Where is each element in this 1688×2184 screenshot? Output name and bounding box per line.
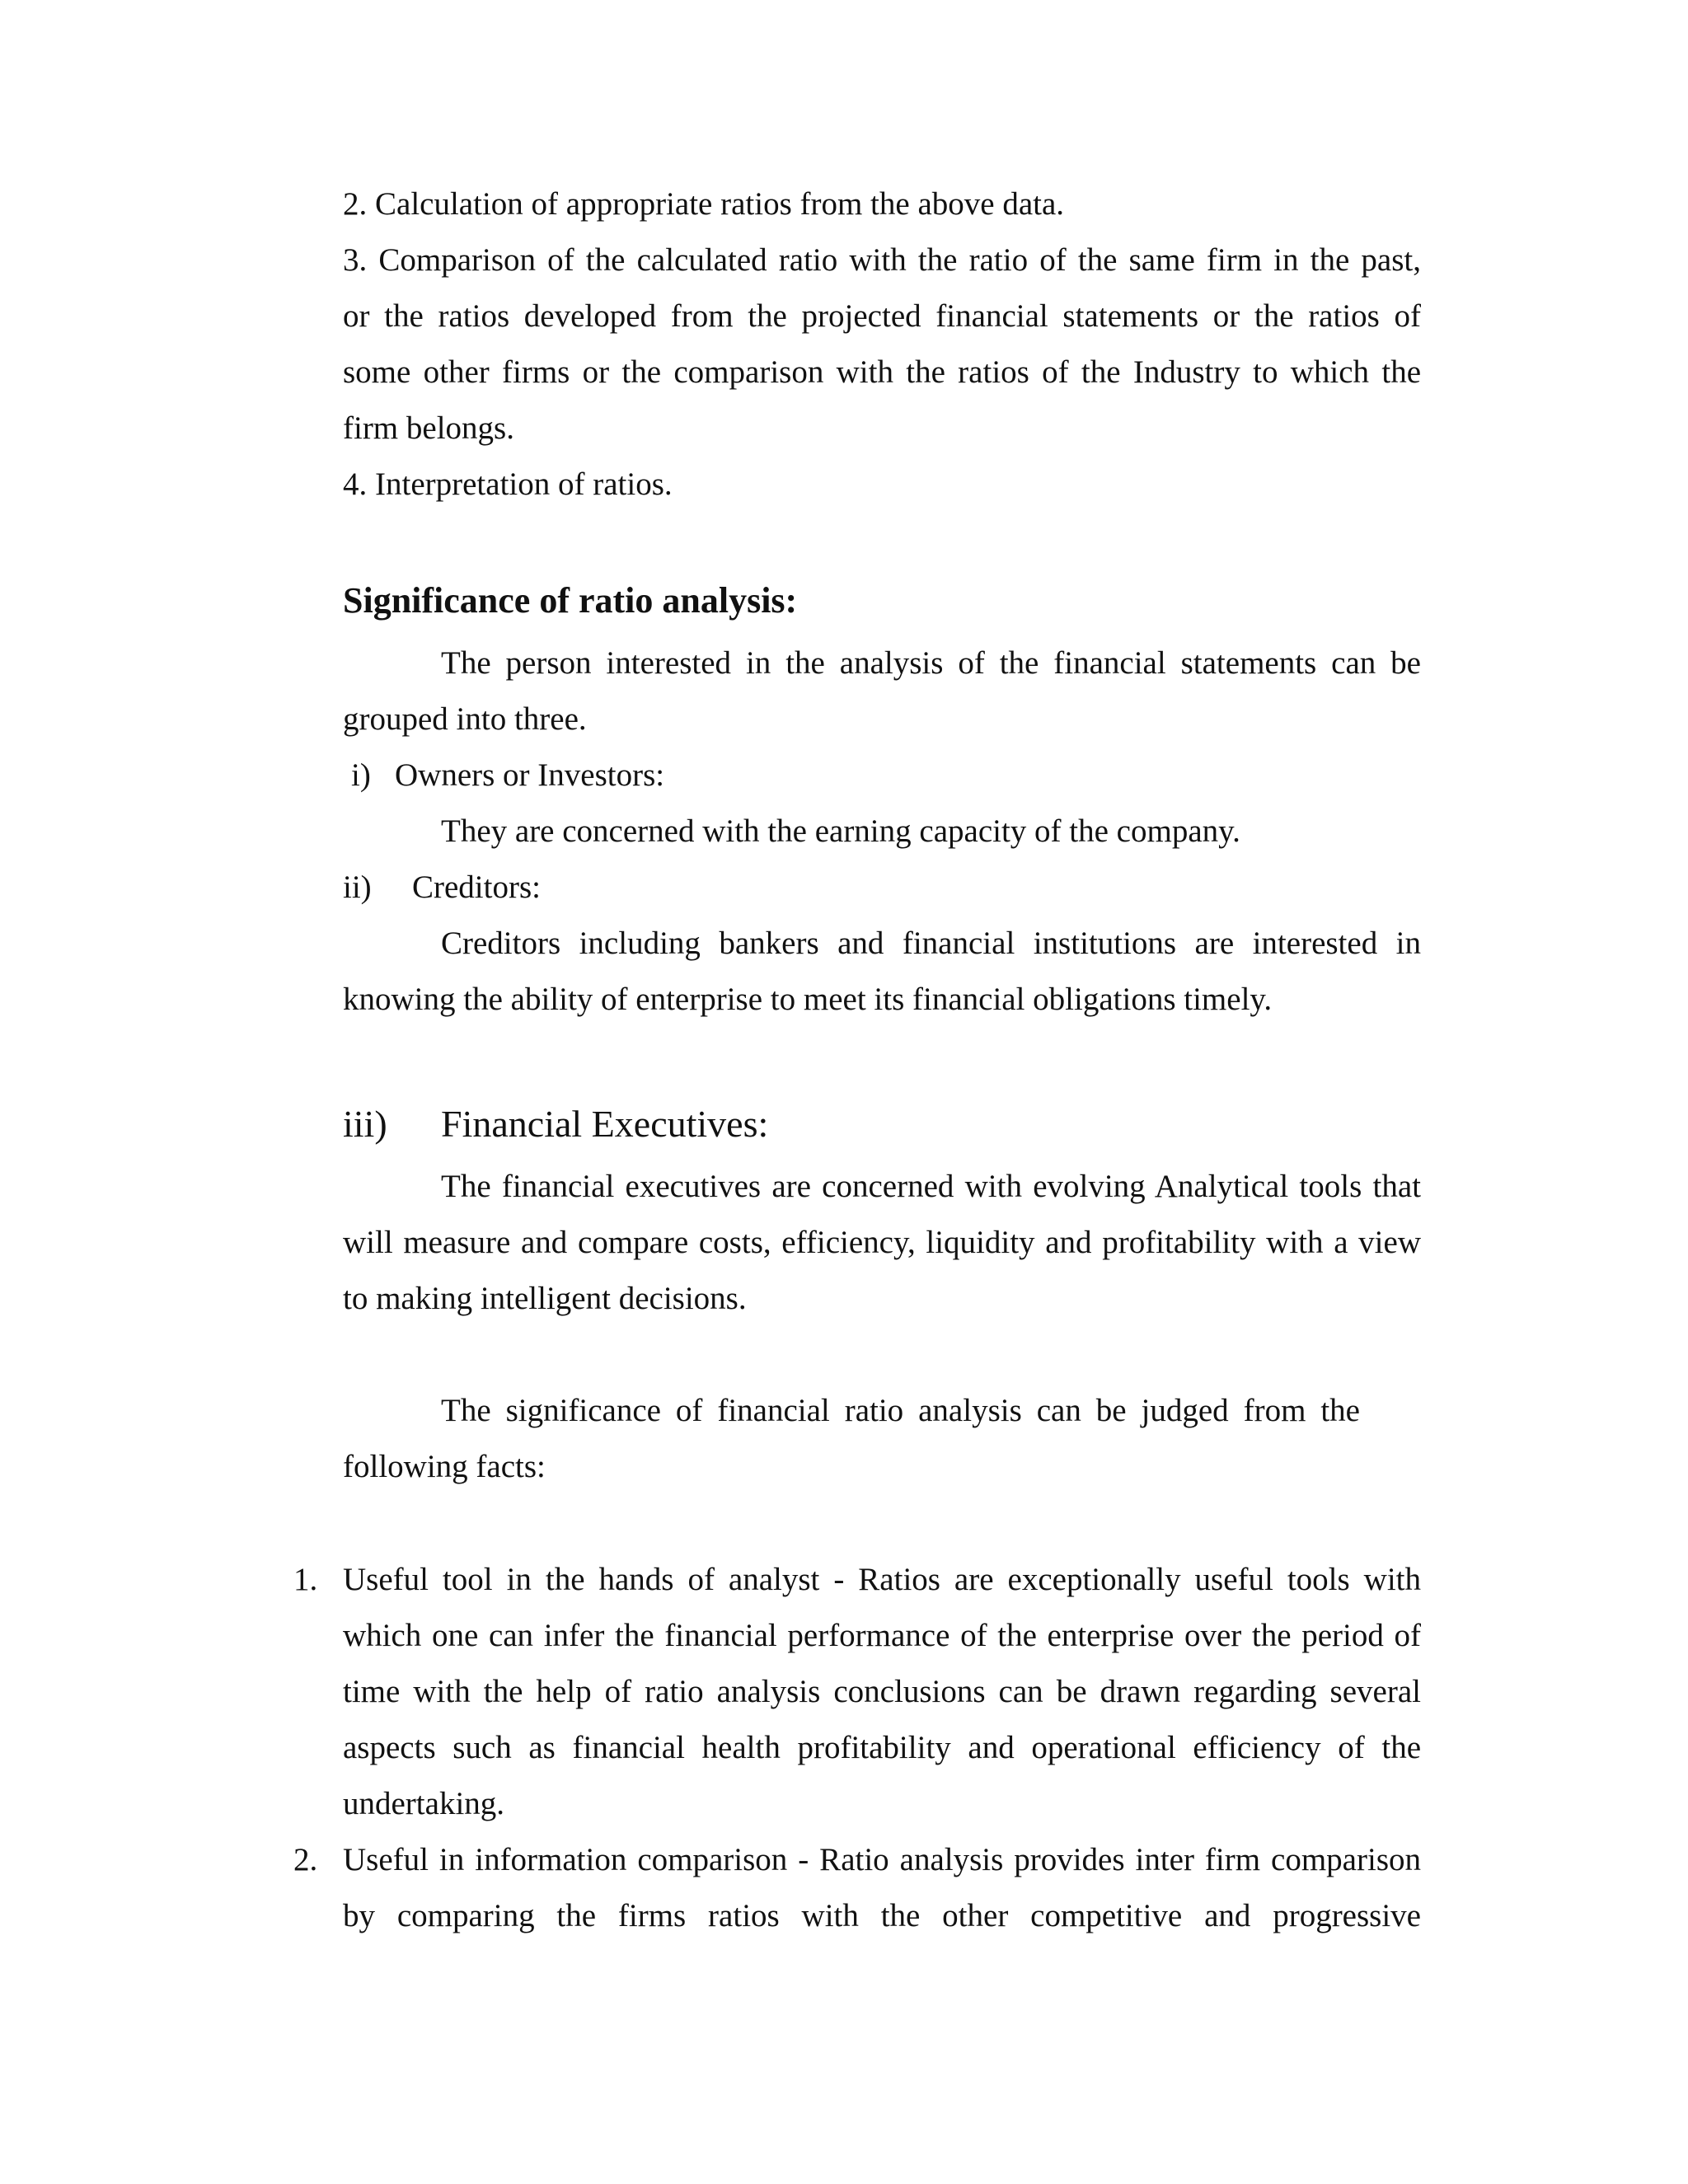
section-heading: Significance of ratio analysis:	[343, 580, 798, 621]
intro-line-2: grouped into three.	[343, 701, 587, 737]
step-3-line-1: 3. Comparison of the calculated ratio with the ratio of the same firm in the past,	[343, 242, 1421, 278]
facts-intro-line-2: following facts:	[343, 1449, 546, 1484]
group-3-number: iii)	[343, 1103, 387, 1145]
group-1-text: They are concerned with the earning capacity of the company.	[441, 813, 1240, 849]
fact-1-number: 1.	[293, 1562, 318, 1597]
fact-1-line-5: undertaking.	[343, 1786, 505, 1821]
group-2-line-1: Creditors including bankers and financial institutions are interested in	[441, 926, 1421, 961]
group-2-number: ii)	[343, 869, 372, 905]
facts-intro-line-1: The significance of financial ratio analysis can be judged from the	[441, 1393, 1360, 1428]
group-1-number: i)	[351, 757, 371, 793]
fact-1-line-1: Useful tool in the hands of analyst - Ratios are exceptionally useful tools with	[343, 1562, 1421, 1597]
step-3-line-3: some other firms or the comparison with the ratios of the Industry to which the	[343, 354, 1421, 390]
step-3-line-4: firm belongs.	[343, 410, 514, 446]
step-3-line-2: or the ratios developed from the projected financial statements or the ratios of	[343, 298, 1421, 334]
fact-1-line-3: time with the help of ratio analysis conclusions can be drawn regarding several	[343, 1674, 1421, 1709]
intro-line-1: The person interested in the analysis of the financial statements can be	[441, 645, 1421, 681]
group-1-label: Owners or Investors:	[395, 757, 665, 793]
group-2-label: Creditors:	[412, 869, 541, 905]
step-2: 2. Calculation of appropriate ratios from the above data.	[343, 186, 1065, 222]
fact-2-line-2: by comparing the firms ratios with the other competitive and progressive	[343, 1898, 1421, 1933]
group-3-line-2: will measure and compare costs, efficiency, liquidity and profitability with a view	[343, 1225, 1421, 1260]
fact-1-line-2: which one can infer the financial performance of the enterprise over the period of	[343, 1618, 1421, 1653]
step-4: 4. Interpretation of ratios.	[343, 466, 673, 502]
fact-2-line-1: Useful in information comparison - Ratio analysis provides inter firm comparison	[343, 1842, 1421, 1877]
fact-2-number: 2.	[293, 1842, 318, 1877]
fact-1-line-4: aspects such as financial health profitability and operational efficiency of the	[343, 1730, 1421, 1765]
group-3-label: Financial Executives:	[441, 1103, 769, 1145]
group-3-line-1: The financial executives are concerned with evolving Analytical tools that	[441, 1169, 1421, 1204]
group-2-line-2: knowing the ability of enterprise to meet its financial obligations timely.	[343, 982, 1273, 1017]
group-3-line-3: to making intelligent decisions.	[343, 1281, 747, 1316]
